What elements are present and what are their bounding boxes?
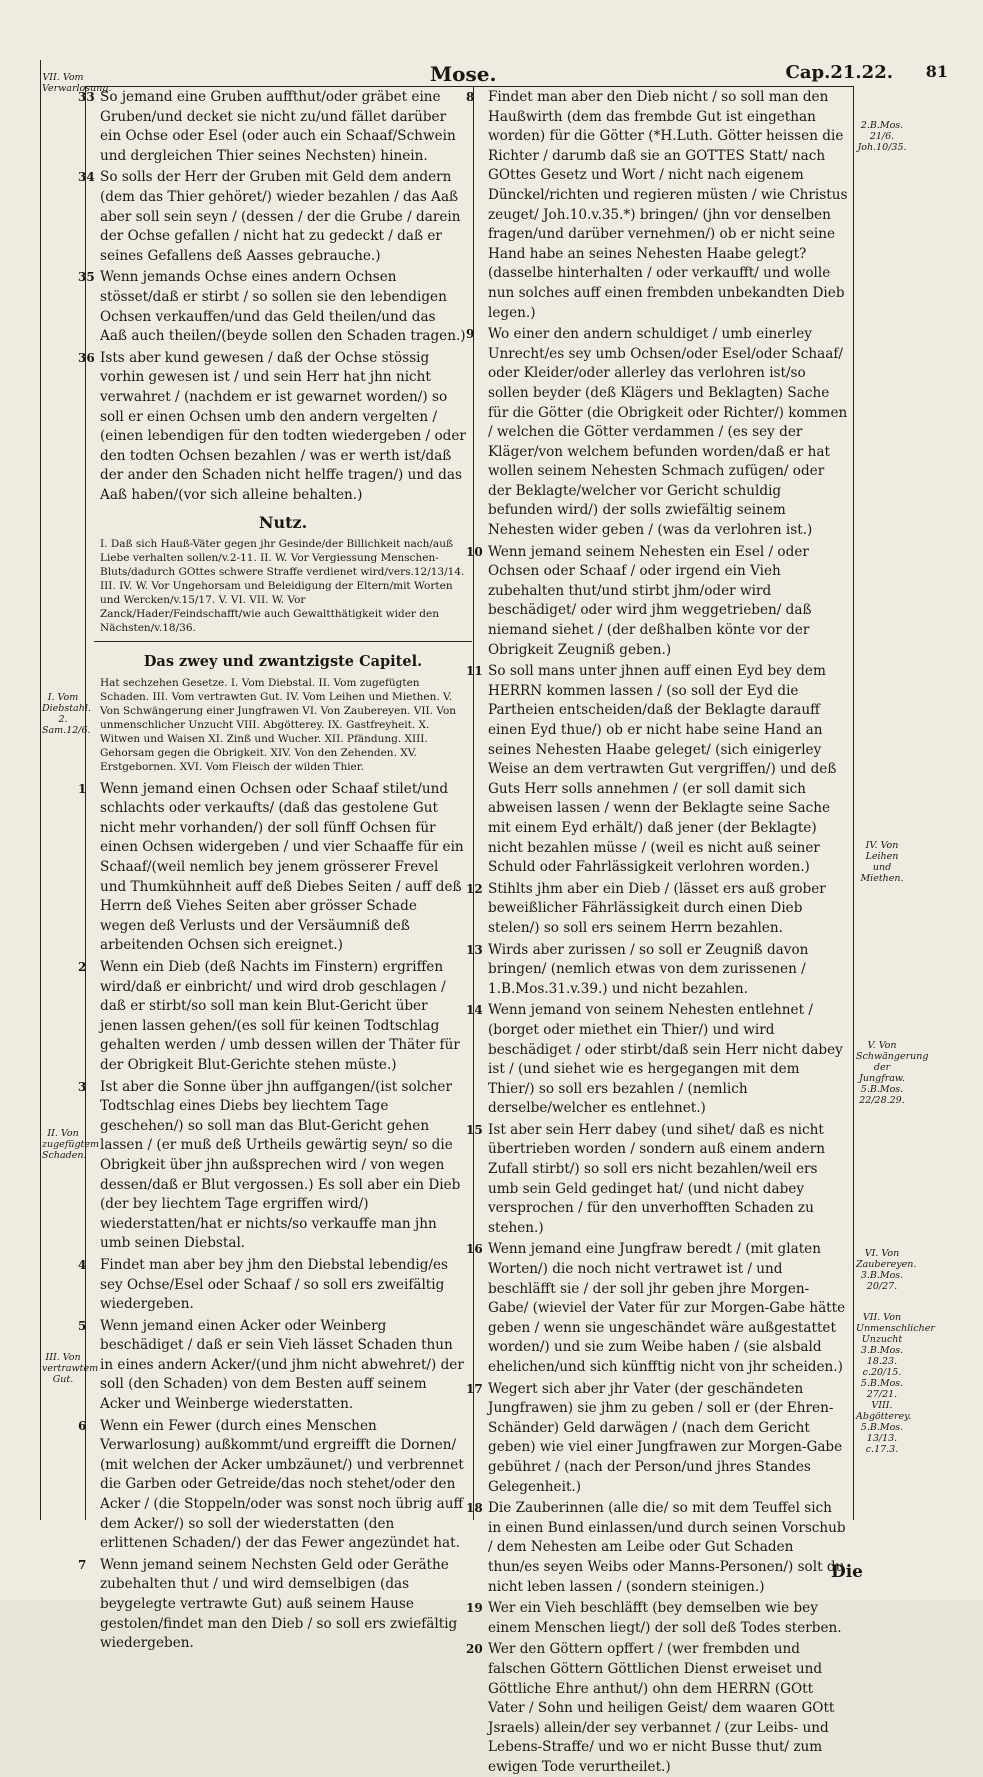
- verse-text: Stihlts jhm aber ein Dieb / (lässet ers auß grober beweißlicher Fährlässigkeit durch einen Dieb stelen/) so soll ers seinem Herrn bezahlen.: [488, 880, 826, 936]
- margin-note-left-3: II. Von zugefügtem Schaden.: [42, 1128, 99, 1161]
- verse: [466, 1499, 848, 1597]
- verse-text: Wer den Göttern opffert / (wer frembden und falschen Göttern Göttlichen Dienst erweiset und Göttliche Ehre anthut/) ohn dem HERRN (GOtt Vater / Sohn und heiligen Geist/ dem waaren GOtt Jsraels) allein/der sey verbannet / (zur Leibs- und Lebens-Straffe/ und wo er nicht Busse thut/ zum ewigen Tode verurtheilet.): [488, 1641, 835, 1775]
- left-margin-rule: [85, 86, 86, 1520]
- verse-text: Wenn jemands Ochse eines andern Ochsen stösset/daß er stirbt / so sollen sie den lebendigen Ochsen verkauffen/und das Geld theilen/und das Aaß auch theilen/(beyde sollen den Schaden tragen.): [100, 269, 466, 345]
- verse-text: So jemand eine Gruben auffthut/oder gräbet eine Gruben/und decket sie nicht zu/und fället darüber ein Ochse oder Esel (oder auch ein Schaaf/Schwein und dergleichen Thier seines Nechsten) hinein.: [100, 89, 456, 164]
- verse-number: 17: [466, 1381, 483, 1396]
- verse: [78, 1556, 466, 1654]
- verse-number: 16: [466, 1242, 483, 1257]
- verse: [466, 1640, 848, 1777]
- verse-number: 13: [466, 942, 483, 957]
- verse: [78, 958, 466, 1076]
- verse-text: Ists aber kund gewesen / daß der Ochse stössig vorhin gewesen ist / und sein Herr hat jhn nicht verwahret / (nachdem er ist gewarnet worden/) so soll er einen Ochsen umb den andern vergelten / (einen lebendigen für den todten wiedergeben / oder den todten Ochsen bezahlen / was er werth ist/daß der ander den Schaden nicht helffe tragen/) und das Aaß haben/(vor sich alleine behalten.): [100, 349, 466, 503]
- verse-text: So soll mans unter jhnen auff einen Eyd bey dem HERRN kommen lassen / (so soll der Eyd die Partheien entscheiden/daß der Beklagte darauff einen Eyd thue/) ob er nicht habe seine Hand an seines Nehesten Haabe geleget/ (sich einigerley Weise an dem vertrawten Gut vergriffen/) und deß Guts Herr solls annehmen / (er soll damit sich abweisen lassen / wenn der Beklagte seine Sache mit einem Eyd erhält/) daß jener (der Beklagte) nicht bezahlen müsse / (weil es nicht auß seiner Schuld oder Fahrlässigkeit verlohren worden.): [488, 663, 837, 876]
- page-header: [100, 62, 948, 86]
- verse-number: 36: [78, 350, 95, 365]
- verse: [466, 662, 848, 878]
- verse-number: 33: [78, 90, 95, 104]
- margin-note-right-2: IV. Von Leihen und Miethen.: [860, 840, 904, 884]
- verse-number: 2: [78, 960, 87, 974]
- verse-number: 14: [466, 1003, 483, 1018]
- verse: [78, 268, 466, 346]
- verse-number: 34: [78, 170, 95, 185]
- verse-text: Findet man aber den Dieb nicht / so soll man den Haußwirth (dem das frembde Gut ist eingethan worden) für die Götter (*H.Luth. Götter heissen die Richter / darumb daß sie an GOTTES Statt/ nach GOttes Gesetz und Wort / nicht nach eigenem Dünckel/richten und regieren müsten / wie Christus zeuget/ Joh.10.v.35.*) bringen/ (jhn vor denselben fragen/und darüber vernehmen/) ob er nicht seine Hand habe an seines Nehesten Haabe gelegt? (dasselbe hinterhalten / oder verkaufft/ und wolle nun solches auff einen frembden unbekandten Dieb legen.): [488, 89, 848, 321]
- chapter-divider: [94, 641, 472, 642]
- chapter-summary: Hat sechzehen Gesetze. I. Vom Diebstal. II. Vom zugefügten Schaden. III. Vom vertrawten Gut. IV. Vom Leihen und Miethen. V. Von Schwängerung einer Jungfrawen VI. Von Zaubereyen. VII. Von unmenschlicher Unzucht VIII. Abgötterey. IX. Gastfreyheit. X. Witwen und Waisen XI. Zinß und Wucher. XII. Pfändung. XIII. Gehorsam gegen die Obrigkeit. XIV. Von den Zehenden. XV. Erstgebornen. XVI. Vom Fleisch der wilden Thier.: [100, 676, 457, 773]
- verse-number: 11: [466, 664, 483, 679]
- verse-text: Wegert sich aber jhr Vater (der geschändeten Jungfrawen) sie jhm zu geben / soll er (der Ehren-Schänder) Geld darwägen / (nach dem Gericht geben) wie viel einer Jungfrawen zur Morgen-Gabe gebühret / (nach der Person/und jhres Standes Gelegenheit.): [488, 1380, 843, 1495]
- verse: [466, 1121, 848, 1239]
- center-column-rule: [473, 86, 474, 1520]
- verse-number: 19: [466, 1601, 483, 1616]
- verse-text: Findet man aber bey jhm den Diebstal lebendig/es sey Ochse/Esel oder Schaaf / so soll ers zweifältig wiedergeben.: [100, 1256, 449, 1313]
- verse: [78, 780, 466, 956]
- verse: [78, 1317, 466, 1415]
- verse: [466, 1240, 848, 1377]
- left-margin-rule-outer: [40, 60, 41, 1520]
- verse: [466, 1001, 848, 1119]
- verse-text: Wenn jemand einen Ochsen oder Schaaf stilet/und schlachts oder verkaufts/ (daß das gestolene Gut nicht mehr vorhanden/) der soll fünff Ochsen für einen Ochsen widergeben / und vier Schaaffe für ein Schaaf/(weil nemlich bey jenem grösserer Frevel und Thumkühnheit auff deß Diebes Seiten / auff deß Herrn deß Viehes Seiten aber grösser Schade wegen deß Verlusts und der Versäumniß deß arbeitenden Ochsen sich ereignet.): [100, 780, 464, 954]
- verse: [78, 1078, 466, 1254]
- verse-text: Wenn jemand von seinem Nehesten entlehnet / (borget oder miethet ein Thier/) und wird beschädiget / oder stirbt/daß sein Herr nicht dabey ist / (und siehet wie es hergegangen mit dem Thier/) so soll ers bezahlen / (nemlich derselbe/welcher es entlehnet.): [488, 1002, 843, 1117]
- verse-number: 5: [78, 1318, 87, 1333]
- right-margin-rule: [853, 86, 854, 1520]
- margin-note-right-3: V. Von Schwängerung der Jungfraw. 5.B.Mos. 22/28.29.: [856, 1040, 929, 1106]
- verse-number: 10: [466, 544, 483, 559]
- nutz-text: I. Daß sich Hauß-Väter gegen jhr Gesinde/der Billichkeit nach/auß Liebe verhalten sollen/v.2-11. II. W. Vor Vergiessung Menschen-Bluts/dadurch GOttes schwere Straffe verdienet wird/vers.12/13/14. III. IV. W. Vor Ungehorsam und Beleidigung der Eltern/mit Worten und Wercken/v.15/17. V. VI. VII. W. Vor Zanck/Hader/Feindschafft/wie auch Gewaltthätigkeit wider den Nächsten/v.18/36.: [100, 538, 465, 635]
- verse: [78, 1256, 466, 1315]
- verse: [466, 1380, 848, 1498]
- nutz-heading: Nutz.: [258, 513, 308, 533]
- verse: [78, 88, 466, 166]
- verse: [466, 325, 848, 541]
- verse-number: 7: [78, 1557, 87, 1572]
- catchword: Die: [830, 1562, 863, 1582]
- verse-text: So solls der Herr der Gruben mit Geld dem andern (dem das Thier gehöret/) wieder bezahlen / das Aaß aber soll sein seyn / (dessen / der die Grube / darein der Ochse gefallen / nicht hat zu gedeckt / daß er seines Gefallens deß Aasses gebrauche.): [100, 169, 461, 264]
- verse: [78, 349, 466, 506]
- margin-note-right-4: VI. Von Zaubereyen. 3.B.Mos. 20/27.: [856, 1248, 917, 1292]
- verse-number: 12: [466, 881, 483, 896]
- verse-number: 1: [78, 781, 87, 796]
- verse-text: Ist aber die Sonne über jhn auffgangen/(ist solcher Todtschlag eines Diebs bey liechtem Tage geschehen/) so soll man das Blut-Gericht gehen lassen / (er muß deß Urtheils gewärtig seyn/ so die Obrigkeit über jhn außsprechen wird / von wegen dessen/daß er Blut vergossen.) Es soll aber ein Dieb (der bey liechtem Tage ergriffen wird/) wiederstatten/hat er nichts/so verkauffe man jhn umb seinen Diebstal.: [100, 1078, 461, 1252]
- verse-text: Die Zauberinnen (alle die/ so mit dem Teuffel sich in einen Bund einlassen/und durch seinen Vorschub / dem Nehesten am Leibe oder Gut Schaden thun/es seyen Weibs oder Manns-Personen/) solt du nicht leben lassen / (sondern steinigen.): [488, 1500, 846, 1595]
- verse-text: Wer ein Vieh beschläfft (bey demselben wie bey einem Menschen liegt/) der soll deß Todes sterben.: [488, 1600, 842, 1636]
- verse-text: Wenn jemand seinem Nechsten Geld oder Geräthe zubehalten thut / und wird demselbigen (das beygelegte vertrawte Gut) auß seinem Hause gestolen/findet man den Dieb / so soll ers zwiefältig wiedergeben.: [100, 1556, 458, 1652]
- chapter-heading: Das zwey und zwantzigste Capitel.: [143, 653, 423, 671]
- verse-number: 6: [78, 1418, 87, 1433]
- verse-number: 4: [78, 1257, 87, 1272]
- verse-text: Wenn jemand eine Jungfraw beredt / (mit glaten Worten/) die noch nicht vertrawet ist / und beschläfft sie / der soll jhr geben jhre Morgen-Gabe/ (wieviel der Vater für zur Morgen-Gabe hätte geben / wenn sie ungeschändet wäre außgestattet worden/) und sie zum Weibe haben / (sie alsbald ehelichen/und sich künfftig nicht von jhr scheiden.): [488, 1241, 846, 1375]
- page-number: 81: [925, 62, 948, 81]
- verse-number: 9: [466, 327, 475, 342]
- margin-note-left-2: I. Vom Diebstahl. 2. Sam.12/6.: [42, 692, 91, 736]
- verse: [78, 168, 466, 266]
- verse: [466, 880, 848, 939]
- verse-text: Wenn ein Fewer (durch eines Menschen Verwarlosung) außkommt/und ergreifft die Dornen/ (mit welchen der Acker umbzäunet/) und verbrennet die Garben oder Getreide/das noch stehet/oder den Acker / (die Stoppeln/oder was sonst noch übrig auff dem Acker/) so soll der wiederstatten (den erlittenen Schaden/) der das Fewer angezündet hat.: [100, 1417, 464, 1552]
- verse-number: 20: [466, 1642, 483, 1657]
- header-rule: [85, 86, 853, 87]
- verse: [466, 941, 848, 1000]
- verse-text: Wirds aber zurissen / so soll er Zeugniß davon bringen/ (nemlich etwas von dem zurissenen / 1.B.Mos.31.v.39.) und nicht bezahlen.: [488, 941, 809, 997]
- verse-number: 3: [78, 1079, 87, 1094]
- right-text-column: [466, 88, 848, 1775]
- margin-note-left-1: VII. Vom Verwarlosung.: [42, 72, 112, 94]
- verse-number: 8: [466, 90, 475, 104]
- verse-number: 15: [466, 1122, 483, 1137]
- verse-number: 35: [78, 270, 95, 285]
- margin-note-left-4: III. Von vertrawtem Gut.: [42, 1352, 99, 1385]
- margin-note-right-5: VII. Von Unmenschlicher Unzucht 3.B.Mos. 18.23. c.20/15. 5.B.Mos. 27/21. VIII. Abgötterey. 5.B.Mos. 13/13. c.17.3.: [856, 1312, 935, 1455]
- verse-text: Wenn jemand einen Acker oder Weinberg beschädiget / daß er sein Vieh lässet Schaden thun in eines andern Acker/(und jhm nicht abwehret/) der soll (den Schaden) von dem Besten auff seinem Acker und Weinberge wiederstatten.: [100, 1317, 464, 1413]
- verse: [466, 88, 848, 323]
- verse-text: Wo einer den andern schuldiget / umb einerley Unrecht/es sey umb Ochsen/oder Esel/oder Schaaf/ oder Kleider/oder allerley das verlohren ist/so sollen beyder (deß Klägers und Beklagten) Sache für die Götter (die Obrigkeit oder Richter/) kommen / welchen die Götter verdammen / (es sey der Kläger/von welchem befunden worden/daß er hat wollen seinem Nehesten Schmach zufügen/ oder der Beklagte/welcher vor Gericht schuldig befunden wird/) der solls zwiefältig seinem Nehesten wider geben / (was da verlohren ist.): [488, 326, 848, 539]
- verse-text: Wenn jemand seinem Nehesten ein Esel / oder Ochsen oder Schaaf / oder irgend ein Vieh zubehalten thut/und stirbt jhm/oder wird beschädiget/ oder wird jhm weggetrieben/ daß niemand siehet / (der deßhalben könte vor der Obrigkeit Zeugniß geben.): [488, 543, 812, 658]
- margin-note-right-1: 2.B.Mos. 21/6. Joh.10/35.: [857, 120, 907, 153]
- left-text-column: [78, 88, 466, 1652]
- verse-text: Ist aber sein Herr dabey (und sihet/ daß es nicht übertrieben worden / sondern auß einem andern Zufall stirbt/) so soll ers nicht bezahlen/weil ers umb sein Geld gedinget hat/ (und nicht dabey versprochen / für den unverhofften Schaden zu stehen.): [488, 1121, 825, 1236]
- verse: [466, 1599, 848, 1638]
- verse: [78, 1417, 466, 1554]
- verse-text: Wenn ein Dieb (deß Nachts im Finstern) ergriffen wird/daß er einbricht/ und wird drob geschlagen / daß er stirbt/so soll man kein Blut-Gericht über jenen lassen gehen/(es soll für keinen Todtschlag gehalten werden / umb dessen willen der Thäter für der Obrigkeit Blut-Gerichte stehen müste.): [100, 959, 460, 1073]
- chapter-reference: Cap.21.22.: [785, 62, 893, 83]
- running-title: Mose.: [430, 62, 497, 86]
- verse: [466, 543, 848, 661]
- verse-number: 18: [466, 1501, 483, 1516]
